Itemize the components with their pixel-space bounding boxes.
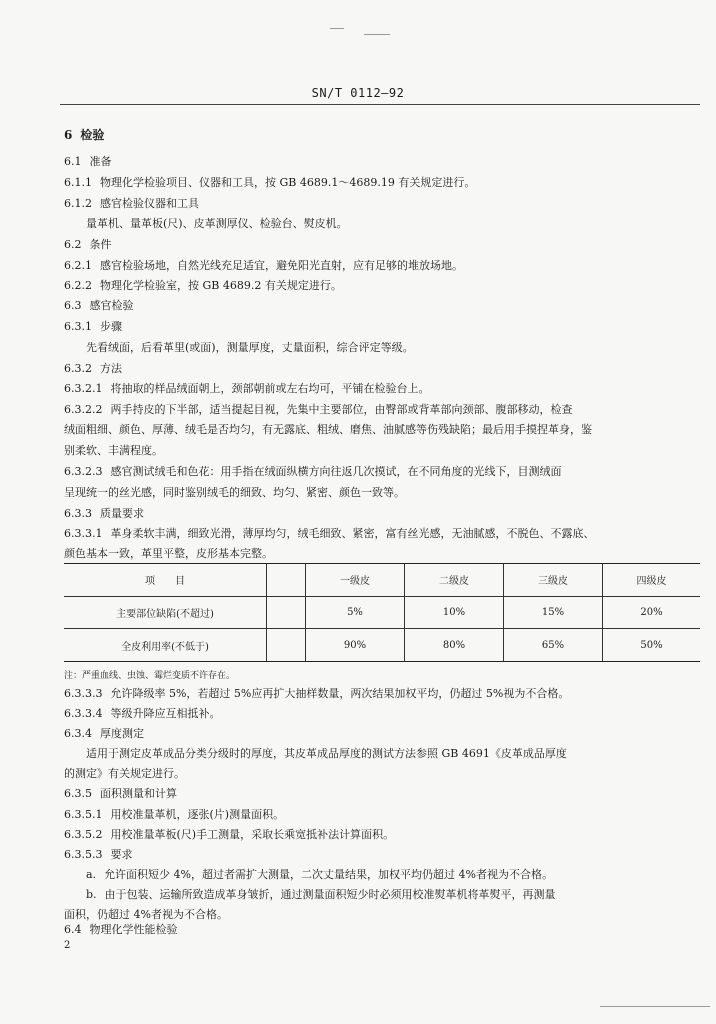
section-line: 6.2.1 感官检验场地，自然光线充足适宜，避免阳光直射，应有足够的堆放场地。 bbox=[64, 259, 463, 272]
section-line: 6.1.2 感官检验仪器和工具 bbox=[64, 197, 199, 210]
table-cell: 主要部位缺陷(不超过) bbox=[64, 596, 267, 629]
section-line: 6.3.2.1 将抽取的样品绒面朝上，颈部朝前或左右均可，平铺在检验台上。 bbox=[64, 382, 430, 395]
section-heading: 6 检验 bbox=[64, 128, 105, 142]
table-header-row bbox=[64, 564, 700, 597]
section-line: 6.2 条件 bbox=[64, 238, 112, 251]
header-rule bbox=[60, 104, 700, 105]
table-cell: 65% bbox=[504, 629, 603, 662]
section-line: 呈现统一的丝光感，同时鉴别绒毛的细致、均匀、紧密、颜色一致等。 bbox=[64, 486, 405, 499]
section-line: 别柔软、丰满程度。 bbox=[64, 444, 163, 457]
section-line: 6.3.3.4 等级升降应互相抵补。 bbox=[64, 707, 221, 720]
section-line: 6.3.3.3 允许降级率 5%，若超过 5%应再扩大抽样数量，两次结果加权平均，仍超过 5%视为不合格。 bbox=[64, 687, 570, 700]
section-line: 6.3 感官检验 bbox=[64, 299, 134, 312]
section-line: 6.3.2.3 感官测试绒毛和色花：用手指在绒面纵横方向往返几次摸试，在不同角度的光线下，目测绒面 bbox=[64, 465, 562, 478]
table-header-cell: 一级皮 bbox=[306, 564, 405, 597]
table-cell: 5% bbox=[306, 596, 405, 629]
section-line: 6.3.5.2 用校准量革板(尺)手工测量，采取长乘宽抵补法计算面积。 bbox=[64, 828, 395, 841]
section-line: 6.3.3.1 革身柔软丰满，细致光滑，薄厚均匀，绒毛细致、紧密，富有丝光感，无油腻感，不脱色、不露底、 bbox=[64, 527, 595, 540]
table-cell: 全皮利用率(不低于) bbox=[64, 629, 267, 662]
table-cell: 20% bbox=[603, 596, 701, 629]
table-cell: 15% bbox=[504, 596, 603, 629]
table-header-cell bbox=[267, 564, 306, 597]
section-line: 面积，仍超过 4%者视为不合格。 bbox=[64, 908, 228, 921]
table-header-cell: 四级皮 bbox=[603, 564, 701, 597]
section-line: 的测定》有关规定进行。 bbox=[64, 767, 185, 780]
section-line: 颜色基本一致，革里平整，皮形基本完整。 bbox=[64, 547, 273, 560]
table-note: 注：严重血线、虫蚀、霉烂变质不许存在。 bbox=[64, 671, 236, 681]
section-line: 6.3.2 方法 bbox=[64, 362, 122, 375]
table-cell bbox=[267, 629, 306, 662]
page-number: 2 bbox=[64, 940, 71, 951]
table-row bbox=[64, 629, 700, 662]
table-cell: 50% bbox=[603, 629, 701, 662]
section-line: 6.3.5 面积测量和计算 bbox=[64, 787, 177, 800]
section-line: 6.3.5.1 用校准量革机，逐张(片)测量面积。 bbox=[64, 808, 285, 821]
section-line: 6.2.2 物理化学检验室，按 GB 4689.2 有关规定进行。 bbox=[64, 279, 342, 292]
section-line: 6.3.2.2 两手持皮的下半部，适当提起目视，先集中主要部位，由臀部或背革部向颈部、腹部移动，检查 bbox=[64, 403, 573, 416]
table-cell: 80% bbox=[405, 629, 504, 662]
section-line: 绒面粗细、颜色、厚薄、绒毛是否均匀，有无露底、粗绒、磨焦、油腻感等伤残缺陷；最后用手摸捏革身，鉴 bbox=[64, 423, 592, 436]
table-cell bbox=[267, 596, 306, 629]
scan-mark bbox=[330, 28, 344, 29]
section-line: 先看绒面，后看革里(或面)，测量厚度，丈量面积，综合评定等级。 bbox=[86, 341, 414, 354]
section-line: 6.3.3 质量要求 bbox=[64, 507, 144, 520]
section-line: a. 允许面积短少 4%，超过者需扩大测量，二次丈量结果，加权平均仍超过 4%者视为不合格。 bbox=[86, 868, 553, 881]
section-line: 量革机、量革板(尺)、皮革测厚仪、检验台、熨皮机。 bbox=[86, 217, 348, 230]
section-line: 6.3.1 步骤 bbox=[64, 320, 122, 333]
table-row bbox=[64, 596, 700, 629]
scan-mark bbox=[364, 34, 390, 35]
table-cell: 90% bbox=[306, 629, 405, 662]
section-line: 6.4 物理化学性能检验 bbox=[64, 923, 178, 936]
table-header-cell: 三级皮 bbox=[504, 564, 603, 597]
table-header-cell: 二级皮 bbox=[405, 564, 504, 597]
section-line: 6.3.5.3 要求 bbox=[64, 848, 133, 861]
section-line: 6.1 准备 bbox=[64, 155, 112, 168]
section-line: b. 由于包装、运输所致造成革身皱折，通过测量面积短少时必须用校准熨革机将革熨平，再测量 bbox=[86, 888, 556, 901]
section-line: 适用于测定皮革成品分类分级时的厚度，其皮革成品厚度的测试方法参照 GB 4691《皮革成品厚度 bbox=[86, 747, 567, 760]
section-line: 6.3.4 厚度测定 bbox=[64, 727, 144, 740]
grade-table bbox=[64, 563, 700, 662]
table-cell: 10% bbox=[405, 596, 504, 629]
table-header-cell: 项 目 bbox=[64, 564, 267, 597]
scan-mark bbox=[600, 1006, 710, 1007]
section-line: 6.1.1 物理化学检验项目、仪器和工具，按 GB 4689.1～4689.19 有关规定进行。 bbox=[64, 176, 476, 189]
document-code: SN/T 0112—92 bbox=[311, 86, 405, 100]
